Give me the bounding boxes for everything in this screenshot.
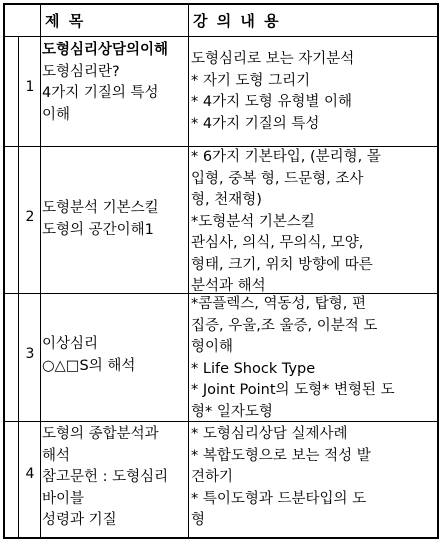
row-number: 3 (25, 346, 35, 362)
title-line: 도형분석 기본스킬 (42, 200, 159, 216)
title-line: 도형심리상담의이해 (42, 42, 169, 58)
row-indent (5, 37, 19, 146)
table-row (5, 37, 437, 147)
row-title (42, 334, 188, 377)
row-content (191, 49, 439, 135)
content-line: * 4가지 도형 유형별 이해 (191, 94, 352, 110)
row-content (191, 424, 439, 532)
title-line: 참고문헌 : 도형심리 (42, 469, 169, 485)
content-line: 도형심리로 보는 자기분석 (191, 51, 355, 67)
table-header-row (5, 5, 437, 37)
title-line: 해석 (42, 447, 71, 464)
content-line: * 6가지 기본타입, (분리형, 몰 (191, 149, 381, 165)
title-line: 도형의 공간이해1 (42, 221, 154, 238)
row-title (42, 198, 188, 241)
content-line: 형태, 크기, 위치 방향에 따른 (191, 256, 373, 273)
row-number: 2 (25, 209, 35, 225)
content-line: 형이해 (191, 339, 234, 355)
title-line: 도형의 종합분석과 (42, 426, 159, 442)
row-title (42, 40, 188, 126)
content-line: * Life Shock Type (191, 360, 316, 377)
table-row (5, 147, 437, 294)
content-line: * 4가지 기질의 특성 (191, 115, 320, 132)
row-indent (5, 147, 19, 293)
row-content (191, 294, 439, 423)
header-title: 제 목 (45, 12, 86, 30)
table-row (5, 294, 437, 422)
content-line: 견하기 (191, 469, 234, 485)
curriculum-table (3, 3, 439, 539)
content-line: 집증, 우울,조 울증, 이분적 도 (191, 317, 378, 334)
row-indent (5, 422, 19, 537)
row-number: 4 (25, 466, 35, 482)
content-line: 형 (191, 512, 206, 528)
content-line: 분석과 해석 (191, 278, 266, 294)
header-content: 강 의 내 용 (193, 12, 281, 30)
row-content (191, 147, 439, 298)
content-line: * 특이도형과 드분타입의 도 (191, 490, 367, 507)
content-line: *도형분석 기본스킬 (191, 213, 315, 230)
row-title (42, 424, 188, 532)
title-line: 바이블 (42, 490, 85, 507)
content-line: * Joint Point의 도형* 변형된 도 (191, 382, 395, 398)
content-line: *콤플렉스, 역동성, 탑형, 편 (191, 296, 366, 312)
title-line: ○△□S의 해석 (42, 357, 136, 374)
content-line: 관심사, 의식, 무의식, 모양, (191, 235, 364, 251)
table-row (5, 422, 437, 537)
content-line: 입형, 중복 형, 드문형, 조사 (191, 170, 364, 187)
content-line: 형* 일자도형 (191, 403, 273, 420)
content-line: * 복합도형으로 보는 적성 발 (191, 447, 371, 464)
content-line: * 도형심리상담 실제사례 (191, 426, 348, 442)
row-indent (5, 294, 19, 421)
title-line: 성령과 기질 (42, 512, 117, 528)
title-line: 4가지 기질의 특성 (42, 85, 159, 101)
title-line: 도형심리란? (42, 63, 120, 80)
row-number: 1 (25, 79, 35, 95)
title-line: 이상심리 (42, 336, 99, 352)
title-line: 이해 (42, 106, 71, 123)
content-line: * 자기 도형 그리기 (191, 72, 311, 89)
content-line: 형, 천재형) (191, 192, 262, 208)
